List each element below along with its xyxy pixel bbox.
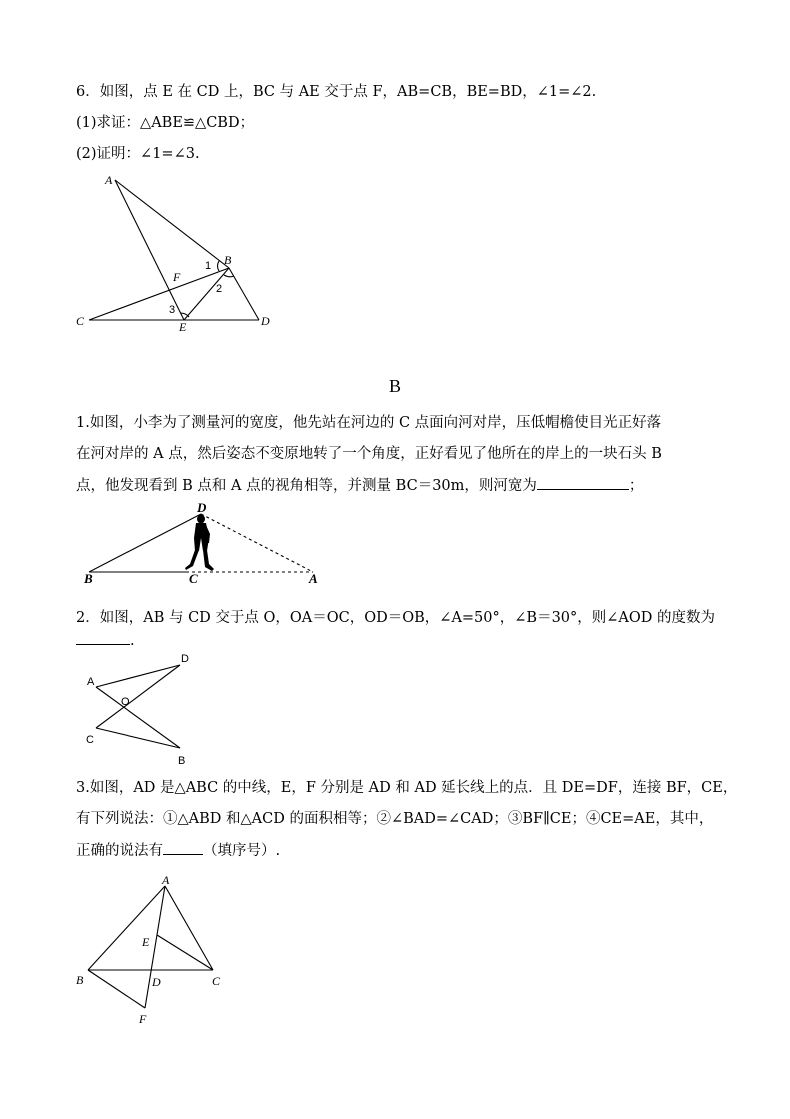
b3-line2: 有下列说法：①△ABD 和△ACD 的面积相等；②∠BAD=∠CAD；③BF∥CE；④CE=AE，其中， <box>76 811 714 827</box>
b1-label-C: C <box>189 571 198 586</box>
q6-label-2: 2 <box>216 283 223 295</box>
q6-label-1: 1 <box>205 260 212 272</box>
q6-label-B: B <box>224 253 232 267</box>
b3-label-C: C <box>212 974 221 988</box>
b2-label-B: B <box>178 755 186 767</box>
q6-label-A: A <box>105 173 113 187</box>
b2-label-C: C <box>86 734 94 746</box>
q6-label-3: 3 <box>169 304 176 316</box>
b3-label-E: E <box>142 935 150 949</box>
q6-label-E: E <box>179 320 187 334</box>
q6-part2: (2)证明：∠1=∠3. <box>76 146 200 162</box>
b3-seg-EC <box>157 935 213 970</box>
section-b-heading: B <box>388 376 401 396</box>
b3-seg-AC <box>165 886 213 970</box>
b3-label-A: A <box>162 873 170 887</box>
b2-label-A: A <box>87 676 95 688</box>
q6-label-D: D <box>261 314 270 328</box>
q6-part1: (1)求证：△ABE≌△CBD； <box>76 115 255 131</box>
q6-label-F: F <box>173 270 181 284</box>
b3-label-D: D <box>152 975 161 989</box>
b1-line2: 在河对岸的 A 点，然后姿态不变原地转了一个角度，正好看见了他所在的岸上的一块石头 B <box>76 446 662 462</box>
b3-label-F: F <box>139 1012 147 1026</box>
b1-label-B: B <box>84 571 93 586</box>
b3-seg-BF <box>88 970 145 1008</box>
b2-label-D: D <box>181 653 189 665</box>
b1-line3-end: ； <box>628 478 644 494</box>
b3-line3a: 正确的说法有 <box>76 843 163 859</box>
b2-line1: 2．如图，AB 与 CD 交于点 O，OA＝OC，OD＝OB，∠A=50°，∠B＝30°，则∠AOD 的度数为 <box>76 610 716 626</box>
b3-label-B: B <box>76 973 84 987</box>
b2-label-O: O <box>121 696 130 708</box>
b3-line1: 3.如图，AD 是△ABC 的中线，E，F 分别是 AD 和 AD 延长线上的点．且 DE=DF，连接 BF，CE， <box>76 780 738 796</box>
b1-line1: 1.如图，小李为了测量河的宽度，他先站在河边的 C 点面向河对岸，压低帽檐使目光正好落 <box>76 415 662 431</box>
b2-line2-end: . <box>130 633 135 649</box>
q6-label-C: C <box>76 314 85 328</box>
q6-stem: 6．如图，点 E 在 CD 上，BC 与 AE 交于点 F，AB=CB，BE=BD，∠1=∠2. <box>76 84 597 100</box>
b1-line3-text: 点，他发现看到 B 点和 A 点的视角相等，并测量 BC＝30m，则河宽为 <box>76 478 537 494</box>
b1-label-D: D <box>197 500 207 515</box>
b1-label-A: A <box>309 571 318 586</box>
b3-line3b: （填序号）. <box>203 843 281 859</box>
